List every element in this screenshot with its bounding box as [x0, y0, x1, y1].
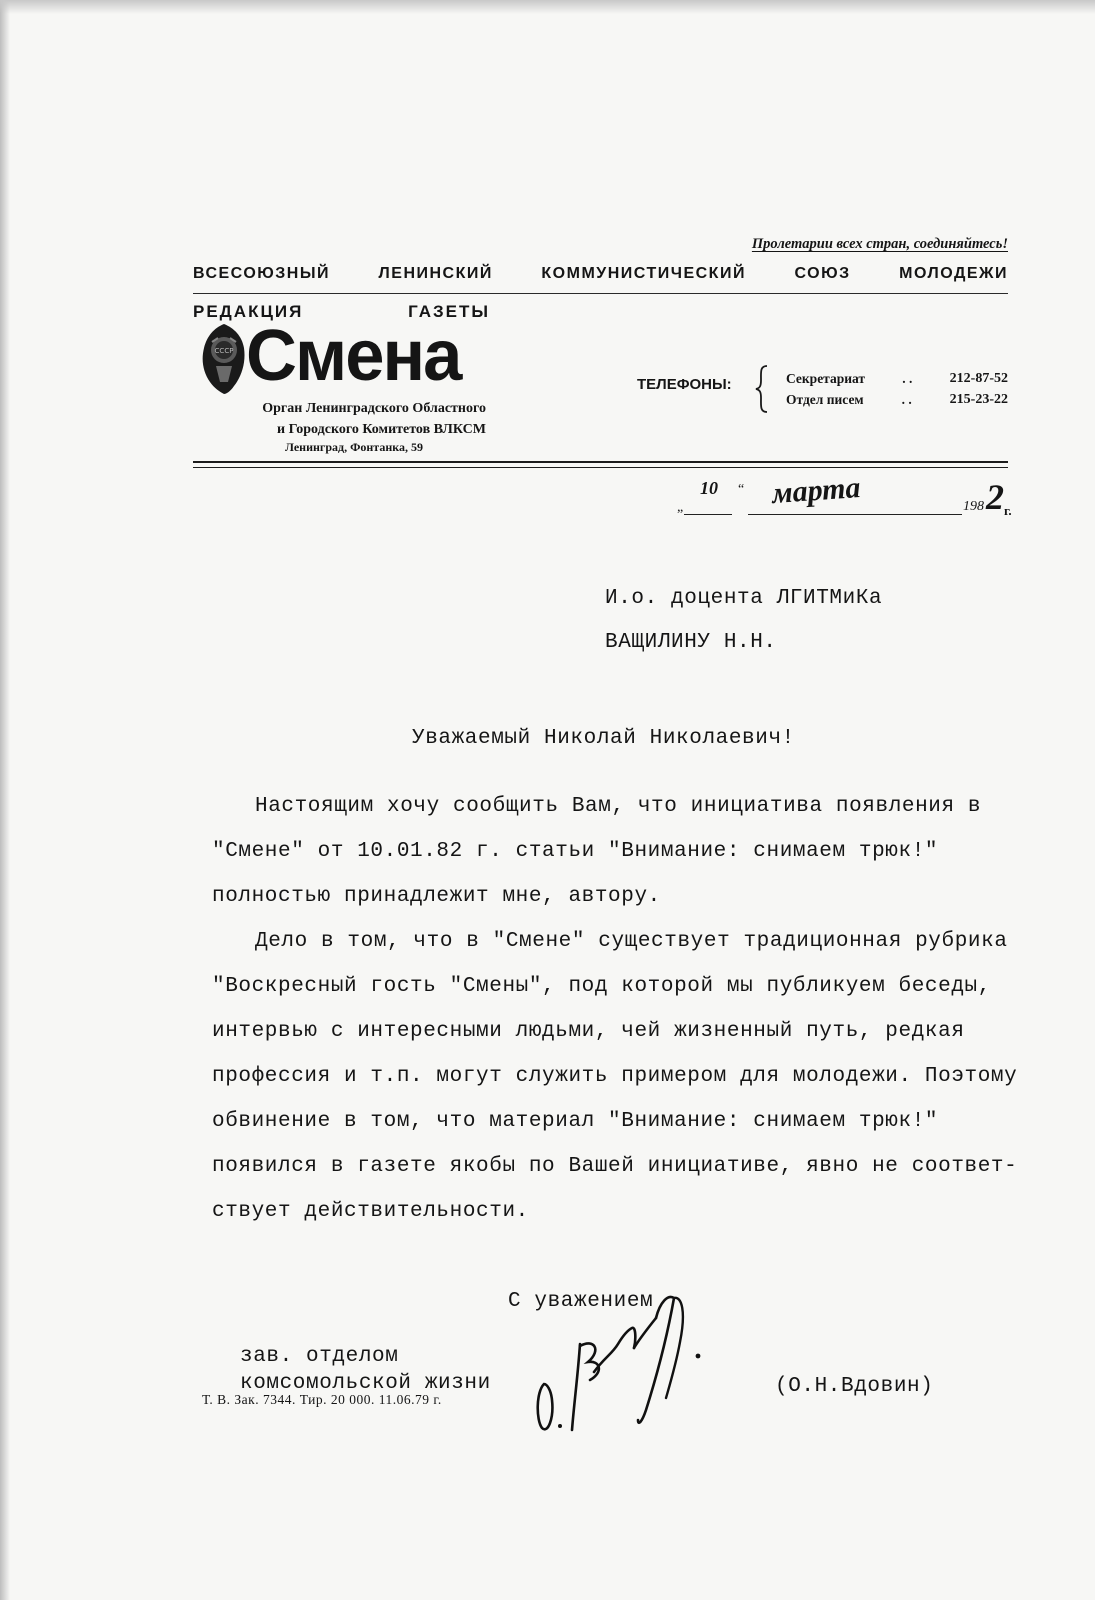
signature-handwritten — [530, 1292, 730, 1442]
phone-number: 215-23-22 — [949, 392, 1008, 407]
body-line: полностью принадлежит мне, автору. — [212, 885, 661, 908]
date-year-handwritten: 2 — [986, 477, 1004, 517]
slogan: Пролетарии всех стран, соединяйтесь! — [751, 236, 1008, 252]
body-line: появился в газете якобы по Вашей инициативе, явно не соответ- — [212, 1155, 1018, 1178]
scan-edge-top — [0, 0, 1095, 14]
body-line: интервью с интересными людьми, чей жизненный путь, редкая — [212, 1020, 965, 1043]
phone-number: 212-87-52 — [949, 371, 1008, 386]
body-line: ствует действительности. — [212, 1200, 529, 1223]
date-quote-open: „ — [677, 500, 684, 515]
organ-line-2: и Городского Комитетов ВЛКСМ — [277, 422, 486, 437]
recipient-name: ВАЩИЛИНУ Н.Н. — [605, 631, 777, 654]
phone-dept: Секретариат — [786, 371, 866, 386]
phone-dept: Отдел писем — [786, 392, 864, 407]
union-title: ВСЕСОЮЗНЫЙ ЛЕНИНСКИЙ КОММУНИСТИЧЕСКИЙ СОЮЗ МОЛОДЕЖИ — [193, 265, 1008, 282]
signer-name: (О.Н.Вдовин) — [775, 1375, 934, 1398]
organ-description — [196, 398, 486, 440]
newspaper-masthead: Смена — [246, 316, 461, 396]
date-quote-close: “ — [738, 482, 745, 497]
brace-icon — [754, 364, 770, 414]
svg-text:СССР: СССР — [214, 347, 234, 355]
date-day-underline — [684, 514, 732, 515]
body-line: Настоящим хочу сообщить Вам, что инициатива появления в — [255, 795, 982, 818]
phone-row-secretariat — [786, 371, 1008, 387]
phones-label: ТЕЛЕФОНЫ: — [637, 376, 732, 393]
closing-regards: С уважением — [508, 1290, 654, 1313]
body-line: "Воскресный гость "Смены", под которой мы публикуем беседы, — [212, 975, 991, 998]
phone-dots: . . — [901, 392, 912, 407]
body-line: обвинение в том, что материал "Внимание: снимаем трюк!" — [212, 1110, 939, 1133]
salutation: Уважаемый Николай Николаевич! — [412, 727, 795, 750]
order-medal-icon — [198, 322, 250, 396]
date-year-printed: 198 — [963, 499, 984, 514]
recipient-title: И.о. доцента ЛГИТМиКа — [605, 587, 883, 610]
date-year-suffix: г. — [1004, 503, 1012, 518]
header-divider — [193, 293, 1008, 294]
date-month: марта — [770, 470, 862, 511]
organ-line-1: Орган Ленинградского Областного — [262, 401, 486, 416]
phone-dots: . . — [902, 371, 913, 386]
editorial-address: Ленинград, Фонтанка, 59 — [284, 440, 423, 454]
body-line: "Смене" от 10.01.82 г. статьи "Внимание: снимаем трюк!" — [212, 840, 939, 863]
date-month-underline — [748, 514, 962, 515]
print-info: Т. В. Зак. 7344. Тир. 20 000. 11.06.79 г. — [202, 1392, 442, 1407]
signer-position-line-1: зав. отделом — [240, 1345, 399, 1368]
redaction-title: РЕДАКЦИЯ ГАЗЕТЫ — [193, 302, 490, 321]
letterhead-rule-secondary — [193, 467, 1008, 468]
phone-row-letters — [786, 392, 1008, 408]
body-line: Дело в том, что в "Смене" существует традиционная рубрика — [255, 930, 1008, 953]
signer-position-line-2: комсомольской жизни — [240, 1372, 491, 1395]
date-day: 10 — [700, 478, 718, 498]
body-line: профессия и т.п. могут служить примером для молодежи. Поэтому — [212, 1065, 1018, 1088]
letterhead-rule — [193, 461, 1008, 463]
